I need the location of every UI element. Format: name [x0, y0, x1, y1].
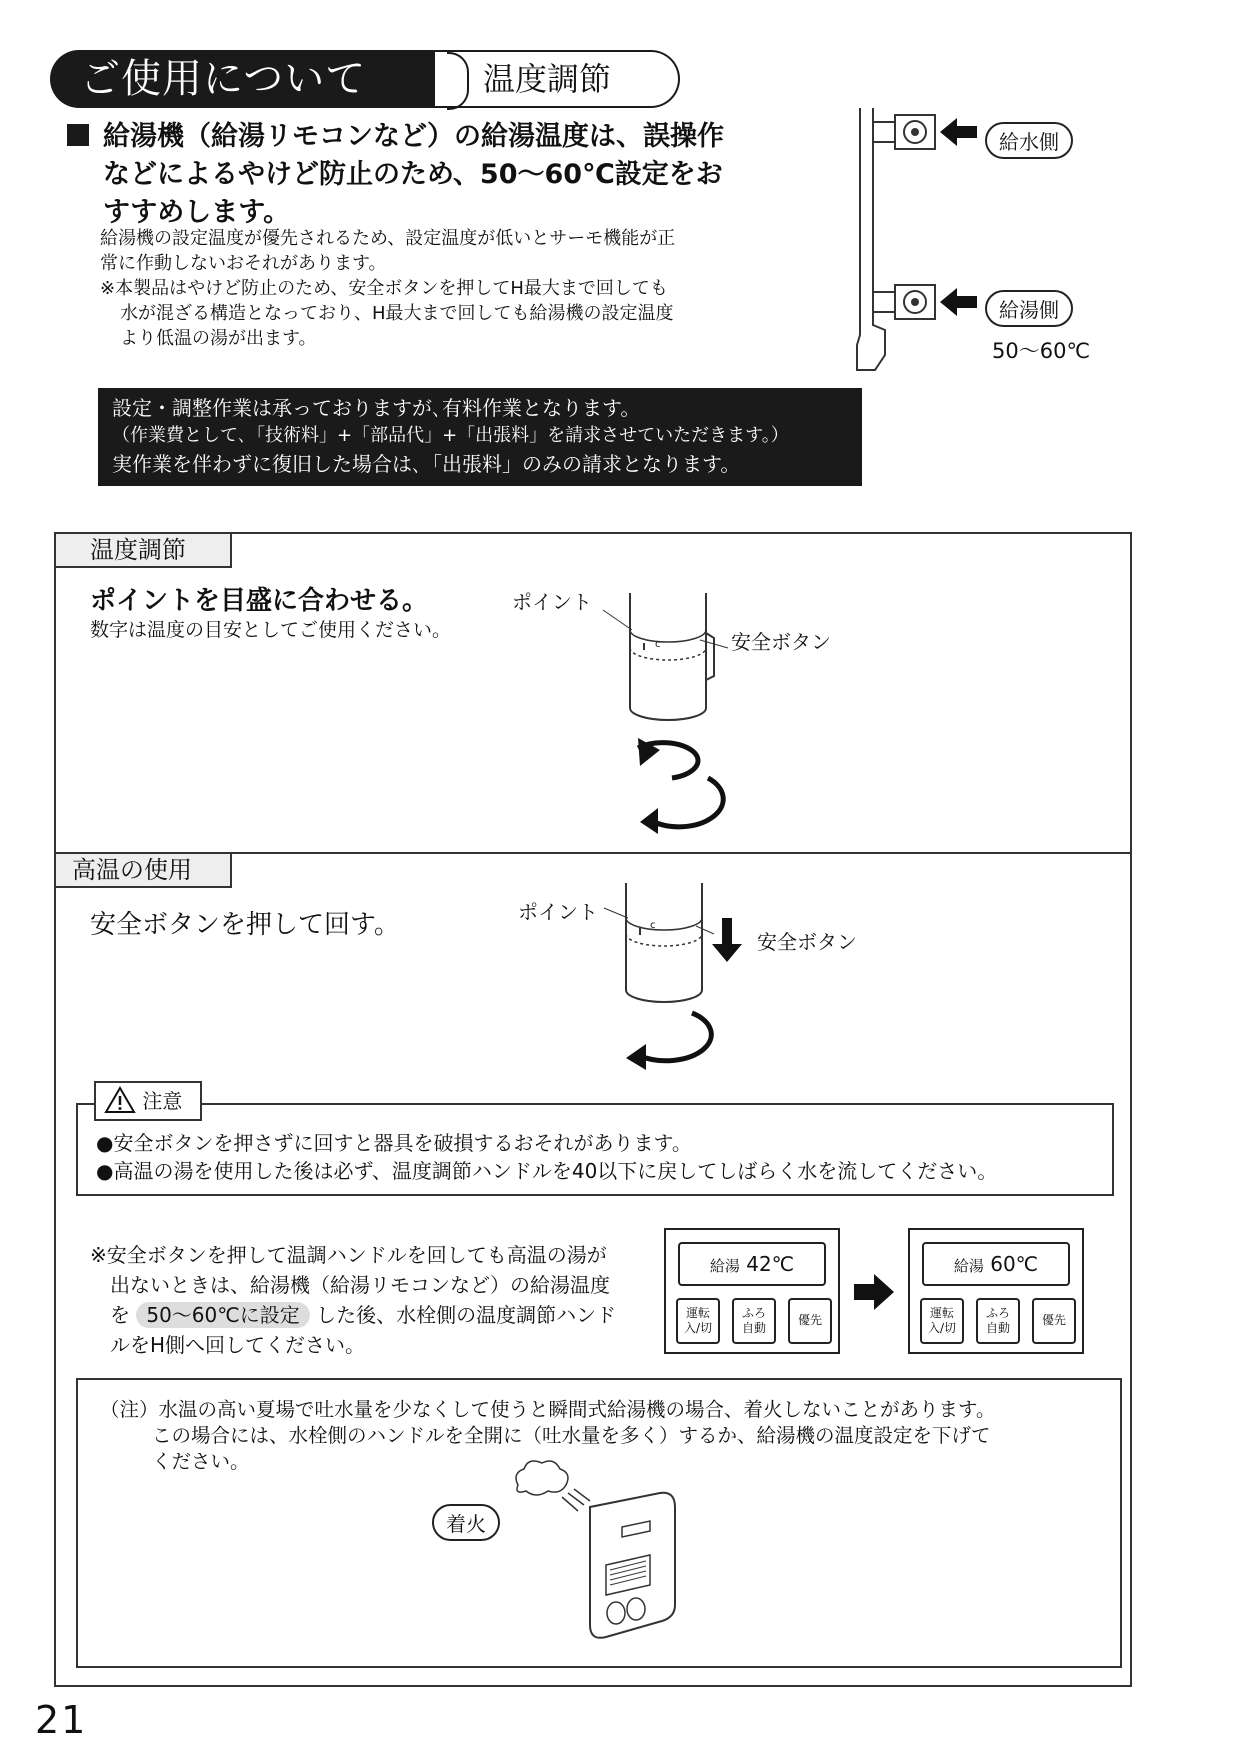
temp-range-label: 50〜60℃	[992, 339, 1091, 363]
remote-screen-label: 給湯	[709, 1257, 740, 1275]
rotate-arrow-icon	[640, 808, 658, 834]
priority-button: 優先	[1032, 1298, 1076, 1344]
header-subtitle: 温度調節	[435, 50, 680, 108]
arrow-right-icon	[852, 1272, 896, 1312]
tab-high-temp: 高温の使用	[54, 852, 232, 888]
water-heater-illustration	[510, 1455, 690, 1645]
bullet-square-icon	[67, 124, 89, 146]
caution-item: ●高温の湯を使用した後は必ず、温度調節ハンドルを40以下に戻してしばらく水を流してください。	[96, 1159, 998, 1183]
supply-water-label: 給水側	[985, 122, 1073, 159]
caution-tab	[94, 1081, 202, 1121]
remote-after	[908, 1228, 1084, 1354]
fee-notice	[98, 388, 862, 486]
caution-box	[76, 1103, 1114, 1196]
heading-line-1: 給湯機（給湯リモコンなど）の給湯温度は、誤操作	[103, 121, 724, 152]
temp-adjust-heading: ポイントを目盛に合わせる。	[90, 586, 429, 616]
body-line-5: より低温の湯が出ます。	[120, 328, 317, 349]
remote-note	[90, 1240, 650, 1360]
body-line-2: 常に作動しないおそれがあります。	[100, 253, 387, 274]
caution-item: ●安全ボタンを押さずに回すと器具を破損するおそれがあります。	[96, 1131, 692, 1155]
rotate-arrow-icon	[626, 1044, 646, 1070]
priority-button: 優先	[788, 1298, 832, 1344]
temp-adjust-sub: 数字は温度の目安としてご使用ください。	[90, 619, 452, 641]
header-title: ご使用について	[50, 50, 435, 108]
high-temp-heading: 安全ボタンを押して回す。	[90, 910, 400, 940]
power-button: 運転 入/切	[920, 1298, 964, 1344]
warning-icon	[104, 1086, 136, 1114]
arrow-down-icon	[712, 918, 742, 962]
bottom-note-line-1: （注）水温の高い夏場で吐水量を少なくして使うと瞬間式給湯機の場合、着火しないことがあります。	[100, 1398, 996, 1421]
heading-line-2: などによるやけど防止のため、50〜60℃設定をお	[103, 159, 723, 190]
flame-cloud-icon	[516, 1461, 568, 1495]
supply-water-connector	[873, 115, 935, 149]
label-point: ポイント	[518, 900, 598, 924]
caution-title: 注意	[142, 1089, 183, 1113]
remote-note-line-1: ※安全ボタンを押して温調ハンドルを回しても高温の湯が	[90, 1243, 607, 1267]
power-button: 運転 入/切	[676, 1298, 720, 1344]
supply-hot-label: 給湯側	[985, 290, 1073, 327]
body-line-3: ※本製品はやけど防止のため、安全ボタンを押してH最大まで回しても	[100, 278, 668, 299]
body-line-4: 水が混ざる構造となっており、H最大まで回しても給湯機の設定温度	[120, 303, 674, 324]
bottom-note-line-2: この場合には、水栓側のハンドルを全開に（吐水量を多く）するか、給湯機の温度設定を下げて	[152, 1424, 991, 1447]
remote-temp: 42℃	[746, 1252, 795, 1276]
remote-note-line-3	[90, 1300, 650, 1330]
remote-note-post: した後、水栓側の温度調節ハンド	[316, 1303, 617, 1327]
remote-note-pre: を	[110, 1303, 130, 1327]
scale-mark-c: c	[655, 639, 661, 650]
supply-hot-connector	[873, 285, 935, 319]
remote-note-line-2: 出ないときは、給湯機（給湯リモコンなど）の給湯温度	[110, 1273, 610, 1297]
bath-auto-button: ふろ 自動	[732, 1298, 776, 1344]
section-header	[50, 50, 630, 108]
heading-line-3: すすめします。	[103, 197, 291, 228]
handle-illustration-high	[600, 878, 760, 1078]
remote-screen	[678, 1242, 826, 1286]
remote-temp: 60℃	[990, 1252, 1039, 1276]
intro-body	[100, 226, 780, 351]
bottom-note-line-3: ください。	[152, 1450, 250, 1473]
body-line-1: 給湯機の設定温度が優先されるため、設定温度が低いとサーモ機能が正	[100, 228, 676, 249]
bath-auto-button: ふろ 自動	[976, 1298, 1020, 1344]
remote-screen-label: 給湯	[953, 1257, 984, 1275]
note-prefix: （注）	[100, 1398, 159, 1421]
remote-note-line-4: ルをH側へ回してください。	[110, 1333, 366, 1357]
label-safety-button: 安全ボタン	[757, 930, 857, 954]
label-safety-button: 安全ボタン	[731, 630, 831, 654]
fee-line-3: 実作業を伴わずに復旧した場合は､「出張料」のみの請求となります。	[112, 452, 741, 476]
page-number: 21	[35, 1698, 88, 1742]
intro-heading	[67, 118, 767, 232]
scale-mark-c: c	[650, 920, 656, 931]
arrow-left-icon	[940, 288, 977, 316]
remote-screen	[922, 1242, 1070, 1286]
recommended-temp-pill: 50〜60℃に設定	[136, 1302, 309, 1328]
remote-before	[664, 1228, 840, 1354]
label-point: ポイント	[512, 590, 592, 614]
fee-line-2: （作業費として､「技術料」+「部品代」+「出張料」を請求させていただきます。）	[112, 425, 789, 446]
arrow-left-icon	[940, 118, 977, 146]
tab-temp-adjust: 温度調節	[54, 532, 232, 568]
fee-line-1: 設定・調整作業は承っておりますが､有料作業となります。	[112, 396, 641, 420]
ignite-label: 着火	[432, 1504, 500, 1541]
